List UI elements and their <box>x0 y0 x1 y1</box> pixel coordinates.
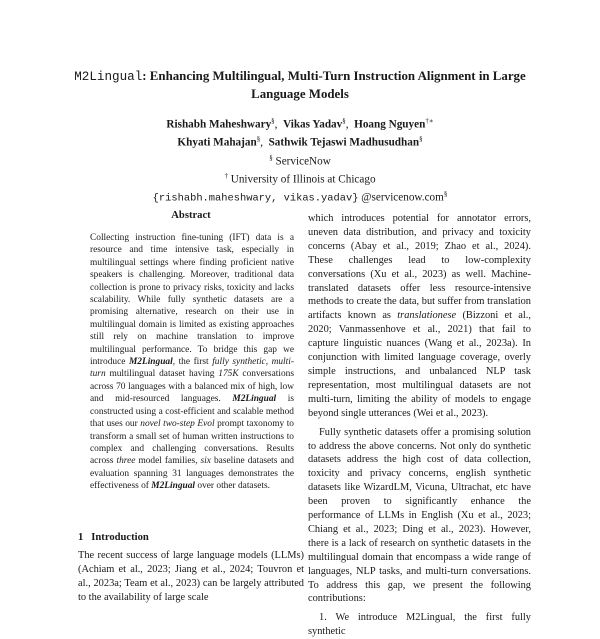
email-mark: § <box>443 190 448 199</box>
abstract-text: conversations across 70 languages with a balanced mix of high, low and mid-resourced languages. <box>90 369 294 405</box>
section-number: 1 <box>78 532 84 543</box>
abstract-text: is constructed using a cost-efficient and scalable method that uses our <box>90 394 294 430</box>
abstract-text: over other datasets. <box>195 481 271 492</box>
author-name: Rishabh Maheshwary <box>166 118 272 131</box>
section-heading <box>78 532 149 543</box>
abstract-emphasis: six <box>200 456 211 467</box>
author-mark: § <box>342 117 346 125</box>
abstract-text: Collecting instruction fine-tuning (IFT) data is a resource and time intensive task, especially in multilingual settings where finding proficient native speakers is challenging. Moreover, traditional data collection is prone to privacy risks, toxicity and lacks scalability. While fully synthetic datasets are a promising alternative, research on their use in multilingual domain is limited as existing approaches still rely on machine translation to improve multilingual performance. To bridge this gap we introduce <box>90 233 294 368</box>
abstract-text: , the first <box>172 357 213 368</box>
paper-title <box>60 68 540 103</box>
author-emails <box>60 187 540 206</box>
affiliation-1 <box>60 151 540 169</box>
paragraph: Fully synthetic datasets offer a promising solution to address the above concerns. Not only do synthetic datasets address the high cost of data collection, toxicity and privacy concerns, english synthetic datasets like WizardLM, Vicuna, Ultrachat, etc have been proven to significantly enhance the performance of LLMs in English (Xu et al., 2023; Chiang et al., 2023; Ding et al., 2023). However, there is a lack of research on synthetic datasets in the multilingual domain that encompass a wide range of languages, NLP tasks, and multi-turn conversations. To address this gap, we present the following contributions: <box>308 426 531 605</box>
affiliation-mark: † <box>224 171 228 180</box>
affiliation-mark: § <box>269 153 273 162</box>
author-line-1: Rishabh Maheshwary§, Vikas Yadav§, Hoang Nguyen†∗ <box>166 117 434 131</box>
dataset-name: M2Lingual <box>128 357 173 368</box>
email-users: {rishabh.maheshwary, vikas.yadav} <box>152 193 359 206</box>
title-text: : Enhancing Multilingual, Multi-Turn Instruction Alignment in Large Language Models <box>142 69 526 101</box>
right-column <box>308 212 531 638</box>
section-title: Introduction <box>91 532 149 543</box>
dataset-name: M2Lingual <box>232 394 277 405</box>
author-name: Hoang Nguyen <box>354 118 426 131</box>
abstract-emphasis: three <box>116 456 136 467</box>
affiliation-2 <box>60 169 540 187</box>
abstract-heading: Abstract <box>171 210 211 221</box>
affiliation-text: ServiceNow <box>275 155 331 168</box>
author-mark: § <box>256 135 261 144</box>
paragraph <box>308 212 531 421</box>
author-mark: § <box>271 117 275 125</box>
abstract-emphasis: fully synthetic, multi-turn <box>90 357 294 380</box>
paragraph-emphasis: translationese <box>397 310 457 322</box>
author-block <box>60 114 540 207</box>
author-mark: § <box>419 135 423 144</box>
author-line-2: Khyati Mahajan§, Sathwik Tejaswi Madhusudhan§ <box>177 135 423 150</box>
author-name: Khyati Mahajan <box>177 137 257 150</box>
introduction-text: The recent success of large language models (LLMs) (Achiam et al., 2023; Jiang et al., 2024; Touvron et al., 2023a; Team et al., 2023) can be largely attributed to the availability of large scale <box>78 550 304 603</box>
author-mark: †∗ <box>425 117 434 125</box>
abstract-text: model families, <box>135 456 201 467</box>
contribution-list-item: 1. We introduce M2Lingual, the first fully synthetic <box>308 612 531 638</box>
affiliation-text: University of Illinois at Chicago <box>230 173 376 186</box>
abstract-emphasis: novel two-step Evol <box>140 419 215 430</box>
author-name: Sathwik Tejaswi Madhusudhan <box>268 137 420 150</box>
paragraph-text: (Bizzoni et al., 2020; Vanmassenhove et al., 2021) that fail to capture linguistic nuances (Wang et al., 2023a). In conjunction with limited language coverage, overly simple instructions, and unbalanced NLP task representation, most multilingual datasets are not multi-turn, limiting the ability of models to engage beyond single utterances (Wei et al., 2023). <box>308 310 531 419</box>
author-name: Vikas Yadav <box>283 118 343 131</box>
abstract-text: multilingual dataset having <box>105 369 219 380</box>
abstract-body <box>90 232 294 493</box>
title-code-name: M2Lingual <box>74 70 143 84</box>
abstract-text: baseline datasets and evaluation spanning 31 languages demonstrates the effectiveness of <box>90 456 294 492</box>
abstract-number: 175K <box>218 369 239 380</box>
abstract-text: prompt taxonomy to transform a small set of human written instructions to complex and challenging conversations. Results across <box>90 419 294 467</box>
email-domain: @servicenow.com <box>361 192 444 205</box>
dataset-name: M2Lingual <box>151 481 196 492</box>
paragraph-text: which introduces potential for annotator errors, uneven data distribution, and privacy and toxicity concerns (Abay et al., 2019; Zhao et al., 2024). These challenges lead to low-complexity conversations (Xu et al., 2023) as well. Machine-translated datasets offer less resource-intensive methods to create the data, but suffer from translation artifacts known as <box>308 213 531 322</box>
